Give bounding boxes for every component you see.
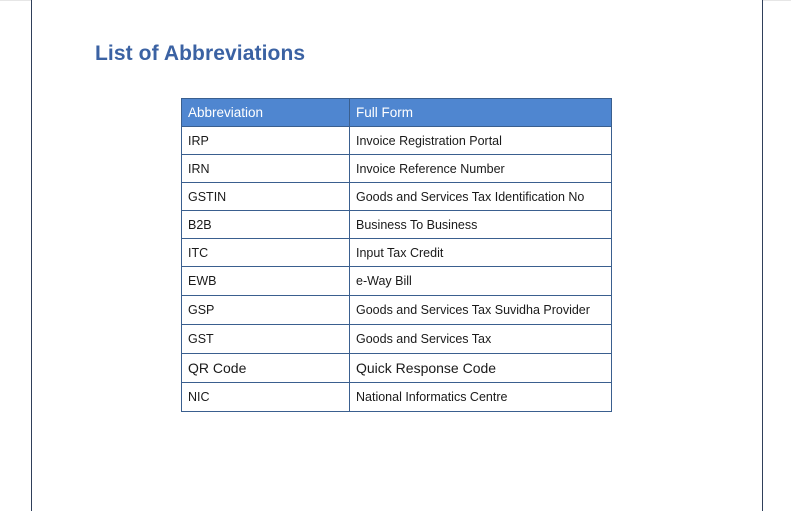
column-header-full-form: Full Form: [350, 99, 612, 127]
abbreviation-cell: B2B: [182, 211, 350, 239]
abbreviation-cell: QR Code: [182, 354, 350, 383]
abbreviation-cell: GST: [182, 325, 350, 354]
full-form-cell: Invoice Reference Number: [350, 155, 612, 183]
full-form-cell: Goods and Services Tax Suvidha Provider: [350, 296, 612, 325]
abbreviation-cell: ITC: [182, 239, 350, 267]
document-page: [31, 0, 763, 511]
full-form-cell: Goods and Services Tax: [350, 325, 612, 354]
full-form-cell: Input Tax Credit: [350, 239, 612, 267]
table-row: [182, 383, 612, 412]
table-row: [182, 211, 612, 239]
table-row: [182, 354, 612, 383]
table-row: [182, 239, 612, 267]
table-row: [182, 267, 612, 296]
full-form-cell: Business To Business: [350, 211, 612, 239]
abbreviation-cell: GSP: [182, 296, 350, 325]
table-row: [182, 296, 612, 325]
abbreviation-cell: IRN: [182, 155, 350, 183]
full-form-cell: National Informatics Centre: [350, 383, 612, 412]
column-header-abbreviation: Abbreviation: [182, 99, 350, 127]
full-form-cell: Quick Response Code: [350, 354, 612, 383]
abbreviation-cell: NIC: [182, 383, 350, 412]
abbreviation-cell: EWB: [182, 267, 350, 296]
abbreviations-table: [181, 98, 612, 412]
table-header-row: [182, 99, 612, 127]
table-row: [182, 183, 612, 211]
full-form-cell: Invoice Registration Portal: [350, 127, 612, 155]
page-title: List of Abbreviations: [95, 42, 306, 65]
abbreviation-cell: GSTIN: [182, 183, 350, 211]
table-row: [182, 155, 612, 183]
table-row: [182, 127, 612, 155]
table-row: [182, 325, 612, 354]
abbreviation-cell: IRP: [182, 127, 350, 155]
full-form-cell: e-Way Bill: [350, 267, 612, 296]
full-form-cell: Goods and Services Tax Identification No: [350, 183, 612, 211]
